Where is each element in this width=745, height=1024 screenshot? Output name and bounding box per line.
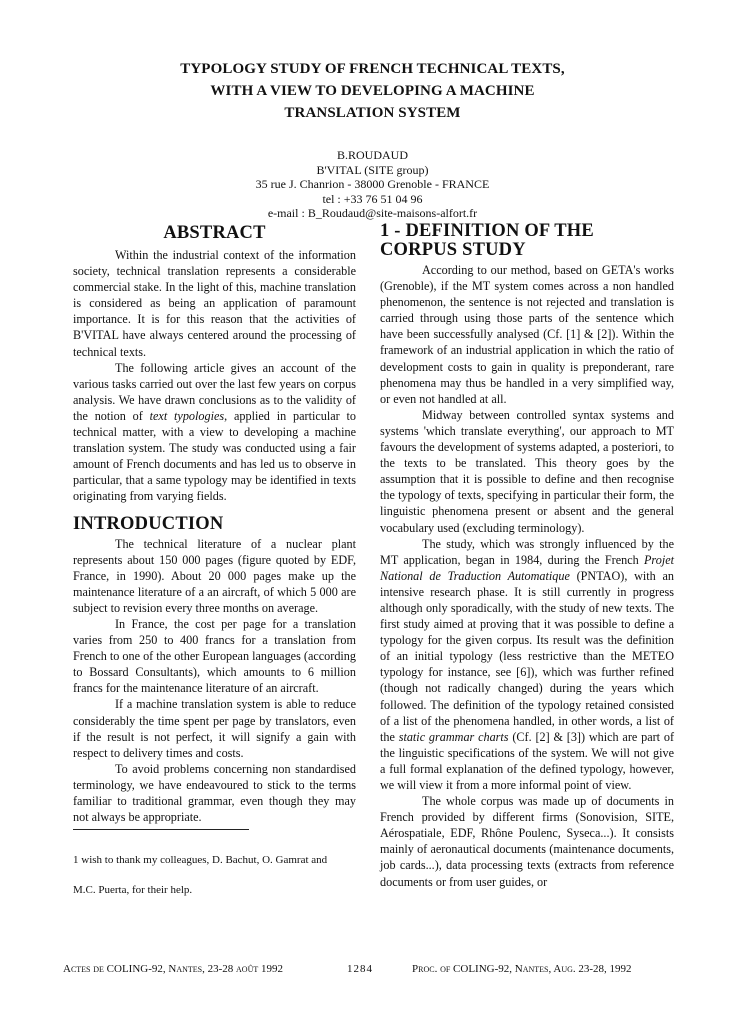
section-heading-line: CORPUS STUDY <box>380 240 526 260</box>
intro-paragraph: The technical literature of a nuclear plant represents about 150 000 pages (figure quoted by EDF, France, in 1990). About 20 000 pages make up the maintenance literature of a an aircraft, of which 5 000 are subject to revision every three months on average. <box>73 536 356 615</box>
section-paragraph: According to our method, based on GETA's works (Grenoble), if the MT system comes across a non handled phenomenon, the sentence is not rejected and translation is carried through using those parts of the sentence which have been successfully analysed (Cf. [1] & [2]). Within the framework of an industrial application in which the ratio of development costs to gain in quality is preponderant, rare phenomena may thus be handled in a very simplified way, or even not handled at all. <box>380 263 674 406</box>
left-column <box>73 222 356 825</box>
text-run: (Cf. [2] & [3]) which are part of the linguistic specifications of the system. We will not give a full formal explanation of the defined typology, however, we will view it from a more informal point of view. <box>380 729 675 792</box>
footnote-line: 1 wish to thank my colleagues, D. Bachut, O. Gamrat and <box>73 854 328 866</box>
section-paragraph: The whole corpus was made up of documents in French provided by different firms (Sonovision, SITE, Aérospatiale, EDF, Rhône Poulenc, Syseca...). It consists mainly of aeronautical documents (maintenance documents, job cards...), data processing texts (extracts from reference documents or from user guides, or <box>380 794 674 889</box>
author-email: e-mail : B_Roudaud@site-maisons-alfort.fr <box>267 206 478 221</box>
author-block <box>150 148 595 221</box>
emphasis: text typologies <box>149 408 225 423</box>
abstract-paragraph <box>73 360 356 505</box>
text-run: (PNTAO), with an intensive research phase. It is still currently in progress although only sporadically, with the study of new texts. The first study aimed at proving that it was possible to define a typology for the given corpus. Its result was the definition of an initial typology (less restrictive than the METEO typology for instance, see [6]), which was further refined (though not radically changed) during the years which followed. The definition of the typology retained consisted of a list of the phenomena handled, in other words, a list of the <box>380 568 674 744</box>
section-heading-line: 1 - DEFINITION OF THE <box>380 221 594 241</box>
footer-right: Proc. of COLING-92, Nantes, Aug. 23-28, 1992 <box>412 963 632 975</box>
section-paragraph <box>380 536 674 794</box>
right-column <box>380 222 674 890</box>
author-tel: tel : +33 76 51 04 96 <box>322 191 423 206</box>
emphasis: static grammar charts <box>398 729 509 744</box>
intro-paragraph: In France, the cost per page for a translation varies from 250 to 400 francs for a translation from French to one of the other European languages (according to Bossard Consultants), which amounts to 6 million francs for the maintenance literature of an aircraft. <box>73 616 356 696</box>
author-name: B.ROUDAUD <box>336 148 408 162</box>
author-address: 35 rue J. Chanrion - 38000 Grenoble - FRANCE <box>255 177 490 192</box>
title-line: TRANSLATION SYSTEM <box>284 105 461 121</box>
paper-title <box>100 58 645 124</box>
footer-left: Actes de COLING-92, Nantes, 23-28 août 1992 <box>63 963 283 975</box>
intro-paragraph: To avoid problems concerning non standardised terminology, we have endeavoured to stick to the terms familiar to traditional grammar, even though they may not always be appropriate. <box>73 761 356 825</box>
footnote-divider <box>73 829 249 830</box>
page-number: 1284 <box>347 963 373 975</box>
footnote-line: M.C. Puerta, for their help. <box>73 884 193 896</box>
emphasis: Projet National de Traduction Automatique <box>380 552 674 583</box>
author-org: B'VITAL (SITE group) <box>316 162 429 177</box>
text-run: The following article gives an account of the various tasks carried out over the last few years on corpus analysis. We have drawn conclusions as to the validity of the notion of <box>73 360 356 423</box>
section-paragraph: Midway between controlled syntax systems and systems 'which translate everything', our approach to MT favours the development of systems adapted, a posteriori, to the texts to be translated. This theory goes by the assumption that it is possible to define and then recognise the typology of texts, specifying in particular their form, the linguistic phenomena present or absent and the general vocabulary used (excluding terminology). <box>380 407 674 535</box>
footnote <box>73 845 363 905</box>
text-run: The study, which was strongly influenced by the MT application, began in 1984, during the French <box>380 536 674 567</box>
abstract-paragraph: Within the industrial context of the information society, technical translation represents a considerable commercial stake. In the light of this, machine translation is considered as being an application of paramount importance. It is for this reason that the activities of B'VITAL have always centered around the processing of technical texts. <box>73 248 356 359</box>
introduction-heading: INTRODUCTION <box>73 513 224 534</box>
section-heading <box>380 222 674 260</box>
text-run: , applied in particular to technical matter, with a view to developing a machine translation system. The study was conducted using a fair amount of French documents and has led us to observe in particular, that a same typology may be identified in texts originating from varying fields. <box>73 408 356 504</box>
intro-paragraph: If a machine translation system is able to reduce considerably the time spent per page by translators, even if the result is not perfect, it will signify a gain with respect to delivery times and costs. <box>73 697 356 760</box>
title-line: TYPOLOGY STUDY OF FRENCH TECHNICAL TEXTS, <box>180 61 565 77</box>
title-line: WITH A VIEW TO DEVELOPING A MACHINE <box>210 83 535 99</box>
abstract-heading: ABSTRACT <box>163 223 266 243</box>
